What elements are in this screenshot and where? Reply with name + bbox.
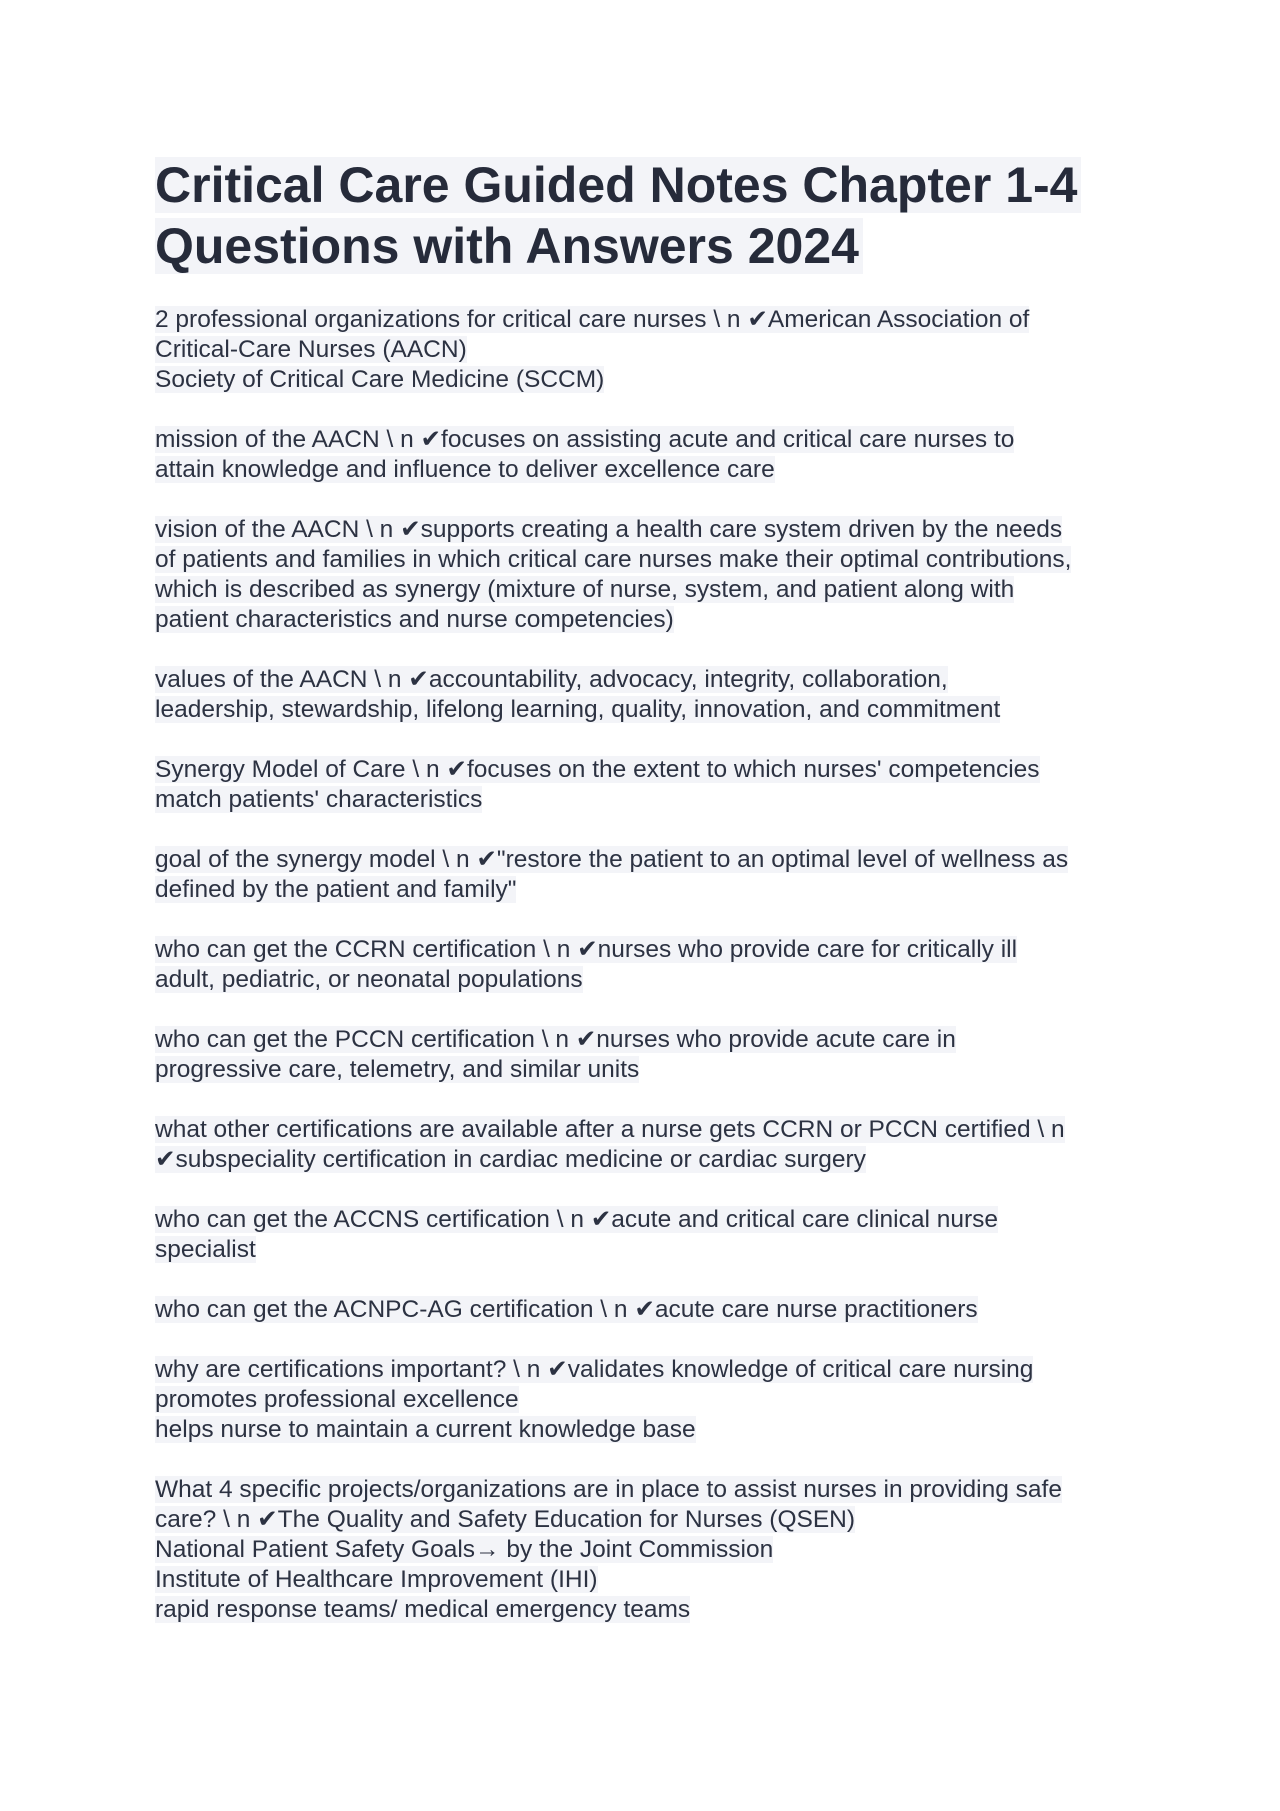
qa-line [155, 875, 1135, 905]
qa-line-text: specialist [155, 1236, 256, 1263]
qa-line-text: patient characteristics and nurse competencies) [155, 606, 674, 633]
qa-line [155, 425, 1135, 455]
qa-line [155, 605, 1135, 635]
qa-line-text: who can get the ACNPC-AG certification \ n ✔acute care nurse practitioners [155, 1296, 978, 1323]
qa-line-text: of patients and families in which critical care nurses make their optimal contributions, [155, 546, 1072, 573]
qa-line-text: match patients' characteristics [155, 786, 483, 813]
qa-line [155, 515, 1135, 545]
qa-line [155, 1415, 1135, 1445]
qa-line-text: why are certifications important? \ n ✔validates knowledge of critical care nursing [155, 1356, 1034, 1383]
qa-item [155, 1355, 1135, 1445]
qa-line-text: progressive care, telemetry, and similar units [155, 1056, 640, 1083]
qa-line [155, 1205, 1135, 1235]
qa-line [155, 935, 1135, 965]
qa-line-text: goal of the synergy model \ n ✔"restore the patient to an optimal level of wellness as [155, 846, 1069, 873]
qa-line [155, 575, 1135, 605]
qa-line-text: Synergy Model of Care \ n ✔focuses on the extent to which nurses' competencies [155, 756, 1040, 783]
qa-line-text: attain knowledge and influence to deliver excellence care [155, 456, 775, 483]
qa-line-text: mission of the AACN \ n ✔focuses on assisting acute and critical care nurses to [155, 426, 1015, 453]
qa-line [155, 665, 1135, 695]
qa-item [155, 1115, 1135, 1175]
qa-line [155, 1115, 1135, 1145]
qa-line-text: Society of Critical Care Medicine (SCCM) [155, 366, 605, 393]
qa-line [155, 755, 1135, 785]
qa-item [155, 305, 1135, 395]
qa-line [155, 1295, 1135, 1325]
title-line-2: Questions with Answers 2024 [155, 218, 859, 274]
qa-line-text: adult, pediatric, or neonatal populations [155, 966, 583, 993]
qa-line [155, 545, 1135, 575]
qa-line [155, 455, 1135, 485]
document-page [155, 155, 1135, 1655]
qa-line [155, 695, 1135, 725]
qa-item [155, 1475, 1135, 1625]
qa-line-text: who can get the CCRN certification \ n ✔nurses who provide care for critically ill [155, 936, 1018, 963]
qa-line [155, 1505, 1135, 1535]
qa-line-text: values of the AACN \ n ✔accountability, advocacy, integrity, collaboration, [155, 666, 948, 693]
qa-line [155, 1475, 1135, 1505]
qa-item [155, 1205, 1135, 1265]
qa-line-text: which is described as synergy (mixture of nurse, system, and patient along with [155, 576, 1015, 603]
qa-line-text: National Patient Safety Goals→ by the Joint Commission [155, 1536, 774, 1563]
qa-item [155, 1025, 1135, 1085]
qa-line [155, 365, 1135, 395]
qa-item [155, 755, 1135, 815]
qa-line [155, 1535, 1135, 1565]
qa-line-text: vision of the AACN \ n ✔supports creating a health care system driven by the needs [155, 516, 1063, 543]
qa-line [155, 785, 1135, 815]
qa-item [155, 1295, 1135, 1325]
qa-line [155, 1565, 1135, 1595]
qa-line-text: defined by the patient and family" [155, 876, 517, 903]
qa-line [155, 1055, 1135, 1085]
qa-list [155, 305, 1135, 1625]
title-line-1: Critical Care Guided Notes Chapter 1-4 [155, 157, 1078, 213]
qa-line-text: What 4 specific projects/organizations are in place to assist nurses in providing safe [155, 1476, 1062, 1503]
qa-line [155, 1145, 1135, 1175]
qa-item [155, 665, 1135, 725]
qa-line-text: 2 professional organizations for critical care nurses \ n ✔American Association of [155, 306, 1030, 333]
qa-line [155, 1385, 1135, 1415]
qa-line [155, 1025, 1135, 1055]
qa-line-text: rapid response teams/ medical emergency teams [155, 1596, 691, 1623]
qa-line-text: care? \ n ✔The Quality and Safety Education for Nurses (QSEN) [155, 1506, 856, 1533]
qa-item [155, 845, 1135, 905]
document-title [155, 155, 1135, 277]
qa-line-text: Critical-Care Nurses (AACN) [155, 336, 467, 363]
qa-line [155, 335, 1135, 365]
qa-line [155, 1355, 1135, 1385]
qa-line [155, 845, 1135, 875]
qa-line-text: promotes professional excellence [155, 1386, 519, 1413]
qa-line [155, 1595, 1135, 1625]
qa-item [155, 515, 1135, 635]
qa-line-text: helps nurse to maintain a current knowledge base [155, 1416, 696, 1443]
qa-line-text: ✔subspeciality certification in cardiac medicine or cardiac surgery [155, 1146, 866, 1173]
qa-line [155, 965, 1135, 995]
qa-item [155, 425, 1135, 485]
qa-line [155, 1235, 1135, 1265]
qa-line [155, 305, 1135, 335]
qa-item [155, 935, 1135, 995]
qa-line-text: leadership, stewardship, lifelong learning, quality, innovation, and commitment [155, 696, 1001, 723]
qa-line-text: who can get the ACCNS certification \ n ✔acute and critical care clinical nurse [155, 1206, 999, 1233]
qa-line-text: Institute of Healthcare Improvement (IHI) [155, 1566, 598, 1593]
qa-line-text: what other certifications are available after a nurse gets CCRN or PCCN certified \ n [155, 1116, 1065, 1143]
qa-line-text: who can get the PCCN certification \ n ✔nurses who provide acute care in [155, 1026, 956, 1053]
